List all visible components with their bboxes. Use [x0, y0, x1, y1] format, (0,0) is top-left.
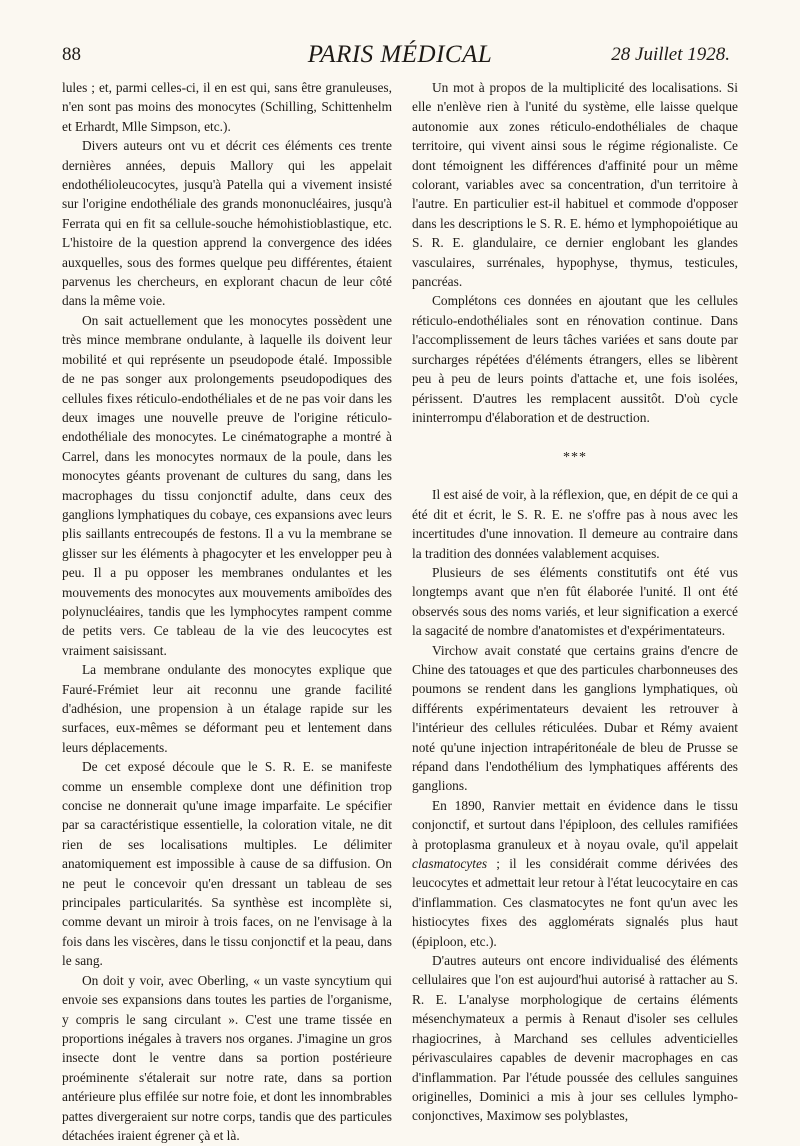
- paragraph: Plusieurs de ses éléments constitutifs ont été vus longtemps avant que n'en fût élaborée l'unité. Il ont été observés sous des noms variés, et leur signification a exercé la sagacité de nombre d'anatomistes et d'expérimentateurs.: [412, 564, 738, 639]
- italic-term: clasmatocytes: [412, 856, 488, 872]
- paragraph: [412, 796, 738, 951]
- paragraph: Complétons ces données en ajoutant que les cellules réticulo-endothéliales sont en rénovation continue. Dans l'accomplissement de leurs tâches variées et sans doute par surcharges répétées d'éléments étrangers, elles se libèrent peu à peu de leurs points d'attache et, une fois isolées, périssent. D'autres les remplacent aussitôt. D'où cycle ininterrompu d'élaboration et de destruction.: [412, 293, 738, 425]
- paragraph: Divers auteurs ont vu et décrit ces éléments ces trente dernières années, depuis Mallory qui les appelait endothélioleucocytes, jusqu'à Patella qui a vivement insisté sur l'origine endothéliale des grands mononucléaires, jusqu'à Ferrata qui en fit sa cellule-souche hémohistioblastique, etc. L'histoire de la question apprend la convergence des idées auxquelles, sous des formes quelque peu différentes, étaient parvenus les chercheurs, en explorant chacun de leur côté dans la même voie.: [62, 138, 392, 309]
- left-column: [62, 78, 392, 1145]
- paragraph: La membrane ondulante des monocytes explique que Fauré-Frémiet leur ait reconnu une grande facilité d'adhésion, une propension à un étalage rapide sur les surfaces, eux-mêmes se déformant peu et lentement dans leurs déplacements.: [62, 662, 392, 755]
- section-separator: ***: [563, 450, 587, 466]
- journal-title: PARIS MÉDICAL: [307, 41, 493, 68]
- paragraph: On doit y voir, avec Oberling, « un vaste syncytium qui envoie ses expansions dans toutes les parties de l'organisme, y compris le sang circulant ». C'est une trame tissée en proportions inégales à travers nos organes. J'imagine un gros insecte dont le ventre dans sa portion postérieure proéminente s'étalerait sur notre rate, dans sa portion antérieure plus effilée sur notre foie, et dont les innombrables pattes divergeraient sur notre corps, tandis que des particules détachées iraient égrener çà et là.: [62, 972, 392, 1143]
- page-number: 88: [62, 44, 81, 65]
- paragraph: On sait actuellement que les monocytes possèdent une très mince membrane ondulante, à laquelle ils doivent leur mobilité et qui représente un pseudopode étalé. Impossible de ne pas songer aux prolongements pseudopodiques des cellules fixes réticulo-endothéliales et de ne pas voir dans les deux images une nouvelle preuve de l'origine réticulo-endothéliale des monocytes. Le cinématographe a montré à Carrel, dans les monocytes normaux de la poule, dans les monocytes géants provenant de cultures du sang, dans les macrophages du tissu conjonctif adulte, dans ceux des ganglions lymphatiques du cobaye, ces expansions avec leurs plis saillants entrecoupés de festons. Il a vu la membrane se glisser sur les éléments à phagocyter et les envelopper peu à peu. Il a pu opposer les membranes ondulantes et les mouvements des monocytes aux mouvements amiboïdes des polynucléaires, tandis que les lymphocytes rampent comme de petits vers. Ce tableau de la vie des leucocytes est vraiment saisissant.: [62, 312, 392, 658]
- paragraph: Un mot à propos de la multiplicité des localisations. Si elle n'enlève rien à l'unité du système, elle laisse quelque autonomie aux zones réticulo-endothéliales de chaque territoire, qui vivent ainsi sous le régime régionaliste. Ce dont témoignent les différences d'affinité pour un même colorant, variables avec sa concentration, d'un territoire à l'autre. En particulier est-il habituel et commode d'opposer dans les descriptions le S. R. E. hémo et lymphopoiétique au S. R. E. glandulaire, ce dernier englobant les glandes vasculaires, surrénales, hypophyse, thymus, testicules, pancréas.: [412, 80, 738, 290]
- issue-date: 28 Juillet 1928.: [611, 44, 730, 65]
- paragraph-text: ; il les considérait comme dérivées des leucocytes et admettait leur retour à l'état leucocytaire en cas d'inflammation. Ces clasmatocytes ne font qu'un avec les histiocytes fixes des agglomérats signalés plus haut (épiploon, etc.).: [412, 856, 738, 949]
- paragraph: Il est aisé de voir, à la réflexion, que, en dépit de ce qui a été dit et écrit, le S. R. E. ne s'offre pas à nous avec les incertitudes d'une innovation. Il demeure au contraire dans la tradition des données valablement acquises.: [412, 487, 738, 561]
- paragraph: De cet exposé découle que le S. R. E. se manifeste comme un ensemble complexe dont une définition trop concise ne donnerait qu'une image imparfaite. Le spécifier par sa caractéristique essentielle, la coloration vitale, ne dit rien de ses localisations multiples. Le délimiter anatomiquement est impossible à cause de sa diffusion. On ne peut le concevoir qu'en dressant un tableau de ses principales particularités. Sa synthèse est incomplète si, comme devant un miroir à trois faces, on ne l'envisage à la fois dans les viscères, dans le tissu conjonctif et la peau, dans le sang.: [62, 759, 392, 969]
- paragraph: D'autres auteurs ont encore individualisé des éléments cellulaires que l'on est aujourd'hui autorisé à rattacher au S. R. E. L'analyse morphologique de certains éléments mésenchymateux a permis à Renaut d'isoler ses cellules rhagiocrines, à Marchand ses cellules adventicielles périvasculaires capables de devenir macrophages en cas d'inflammation. Par l'étude poussée des cellules sanguines originelles, Dominici a mis à jour ses cellules lympho-conjonctives, Maximow ses polyblastes,: [412, 953, 738, 1124]
- paragraph: Virchow avait constaté que certains grains d'encre de Chine des tatouages et que des particules charbonneuses des poumons se rendent dans les ganglions lymphatiques, où différents expérimentateurs devaient les retrouver à l'intérieur des cellules réticulées. Dubar et Rémy avaient noté qu'une injection intrapéritonéale de bleu de Prusse se répand dans l'endothélium des lymphatiques afférents des ganglions.: [412, 642, 738, 794]
- paragraph: lules ; et, parmi celles-ci, il en est qui, sans être granuleuses, n'en sont pas moins des monocytes (Schilling, Schittenhelm et Erhardt, Mlle Simpson, etc.).: [62, 80, 392, 134]
- page-header: [0, 41, 800, 70]
- right-column: [412, 78, 738, 1126]
- paragraph-text: En 1890, Ranvier mettait en évidence dans le tissu conjonctif, et surtout dans l'épiploon, des cellules ramifiées à protoplasma granuleux et à noyau ovale, qu'il appelait: [412, 797, 738, 852]
